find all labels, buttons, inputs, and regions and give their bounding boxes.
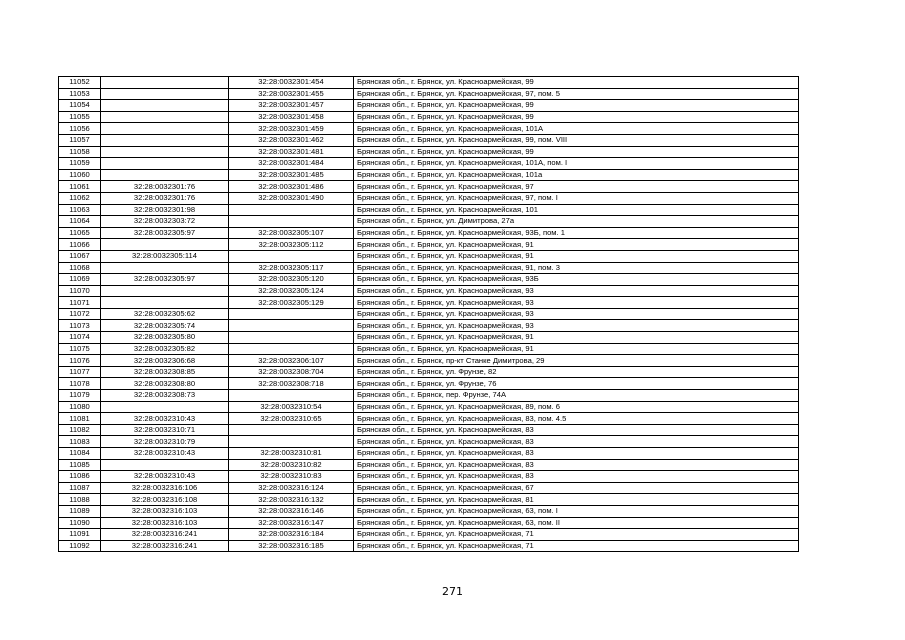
parcel-cadastral-number-cell: 32:28:0032305:74 (101, 320, 229, 332)
parcel-cadastral-number-cell: 32:28:0032316:108 (101, 494, 229, 506)
address-cell: Брянская обл., г. Брянск, ул. Красноармейская, 93 (354, 285, 799, 297)
address-cell: Брянская обл., г. Брянск, ул. Красноармейская, 83 (354, 424, 799, 436)
record-number-cell: 11069 (59, 274, 101, 286)
record-number-cell: 11061 (59, 181, 101, 193)
table-row (59, 262, 799, 274)
table-row (59, 250, 799, 262)
address-cell: Брянская обл., г. Брянск, ул. Красноармейская, 91, пом. 3 (354, 262, 799, 274)
record-number-cell: 11052 (59, 77, 101, 89)
record-number-cell: 11063 (59, 204, 101, 216)
address-cell: Брянская обл., г. Брянск, ул. Красноармейская, 81 (354, 494, 799, 506)
object-cadastral-number-cell (229, 216, 354, 228)
parcel-cadastral-number-cell: 32:28:0032316:103 (101, 505, 229, 517)
table-row (59, 134, 799, 146)
record-number-cell: 11067 (59, 250, 101, 262)
parcel-cadastral-number-cell: 32:28:0032303:72 (101, 216, 229, 228)
address-cell: Брянская обл., г. Брянск, ул. Красноармейская, 93 (354, 297, 799, 309)
record-number-cell: 11077 (59, 366, 101, 378)
address-cell: Брянская обл., г. Брянск, ул. Красноармейская, 83, пом. 4.5 (354, 413, 799, 425)
object-cadastral-number-cell: 32:28:0032305:120 (229, 274, 354, 286)
address-cell: Брянская обл., г. Брянск, ул. Красноармейская, 99 (354, 111, 799, 123)
object-cadastral-number-cell: 32:28:0032301:490 (229, 192, 354, 204)
record-number-cell: 11081 (59, 413, 101, 425)
address-cell: Брянская обл., г. Брянск, ул. Красноармейская, 99 (354, 77, 799, 89)
object-cadastral-number-cell: 32:28:0032305:112 (229, 239, 354, 251)
record-number-cell: 11091 (59, 529, 101, 541)
registry-table (58, 76, 799, 552)
object-cadastral-number-cell (229, 436, 354, 448)
table-row (59, 471, 799, 483)
object-cadastral-number-cell: 32:28:0032301:454 (229, 77, 354, 89)
parcel-cadastral-number-cell (101, 285, 229, 297)
table-row (59, 146, 799, 158)
parcel-cadastral-number-cell: 32:28:0032305:62 (101, 308, 229, 320)
table-row (59, 181, 799, 193)
record-number-cell: 11053 (59, 88, 101, 100)
table-row (59, 390, 799, 402)
table-row (59, 529, 799, 541)
table-row (59, 239, 799, 251)
record-number-cell: 11073 (59, 320, 101, 332)
parcel-cadastral-number-cell: 32:28:0032301:98 (101, 204, 229, 216)
address-cell: Брянская обл., г. Брянск, ул. Красноармейская, 91 (354, 239, 799, 251)
parcel-cadastral-number-cell: 32:28:0032305:114 (101, 250, 229, 262)
table-row (59, 494, 799, 506)
object-cadastral-number-cell (229, 204, 354, 216)
address-cell: Брянская обл., г. Брянск, пер. Фрунзе, 74А (354, 390, 799, 402)
object-cadastral-number-cell: 32:28:0032305:117 (229, 262, 354, 274)
parcel-cadastral-number-cell (101, 169, 229, 181)
object-cadastral-number-cell: 32:28:0032301:462 (229, 134, 354, 146)
address-cell: Брянская обл., г. Брянск, ул. Красноармейская, 63, пом. I (354, 505, 799, 517)
record-number-cell: 11056 (59, 123, 101, 135)
record-number-cell: 11084 (59, 448, 101, 460)
address-cell: Брянская обл., г. Брянск, ул. Красноармейская, 91 (354, 332, 799, 344)
parcel-cadastral-number-cell: 32:28:0032316:106 (101, 482, 229, 494)
table-row (59, 274, 799, 286)
parcel-cadastral-number-cell (101, 158, 229, 170)
table-row (59, 343, 799, 355)
parcel-cadastral-number-cell (101, 297, 229, 309)
address-cell: Брянская обл., г. Брянск, ул. Красноармейская, 83 (354, 459, 799, 471)
object-cadastral-number-cell (229, 343, 354, 355)
table-row (59, 505, 799, 517)
address-cell: Брянская обл., г. Брянск, ул. Красноармейская, 97, пом. 5 (354, 88, 799, 100)
table-row (59, 88, 799, 100)
object-cadastral-number-cell: 32:28:0032301:457 (229, 100, 354, 112)
record-number-cell: 11088 (59, 494, 101, 506)
record-number-cell: 11062 (59, 192, 101, 204)
parcel-cadastral-number-cell: 32:28:0032316:103 (101, 517, 229, 529)
table-row (59, 285, 799, 297)
parcel-cadastral-number-cell: 32:28:0032305:97 (101, 274, 229, 286)
object-cadastral-number-cell: 32:28:0032301:486 (229, 181, 354, 193)
record-number-cell: 11074 (59, 332, 101, 344)
record-number-cell: 11087 (59, 482, 101, 494)
address-cell: Брянская обл., г. Брянск, ул. Красноармейская, 99, пом. VIII (354, 134, 799, 146)
table-row (59, 355, 799, 367)
record-number-cell: 11054 (59, 100, 101, 112)
address-cell: Брянская обл., г. Брянск, ул. Красноармейская, 99 (354, 146, 799, 158)
table-row (59, 77, 799, 89)
address-cell: Брянская обл., г. Брянск, ул. Красноармейская, 101 (354, 204, 799, 216)
address-cell: Брянская обл., г. Брянск, ул. Красноармейская, 89, пом. 6 (354, 401, 799, 413)
parcel-cadastral-number-cell (101, 262, 229, 274)
address-cell: Брянская обл., г. Брянск, ул. Красноармейская, 97 (354, 181, 799, 193)
object-cadastral-number-cell: 32:28:0032305:129 (229, 297, 354, 309)
address-cell: Брянская обл., г. Брянск, пр-кт Станке Димитрова, 29 (354, 355, 799, 367)
table-row (59, 378, 799, 390)
record-number-cell: 11068 (59, 262, 101, 274)
parcel-cadastral-number-cell: 32:28:0032306:68 (101, 355, 229, 367)
address-cell: Брянская обл., г. Брянск, ул. Красноармейская, 93 (354, 320, 799, 332)
object-cadastral-number-cell: 32:28:0032310:81 (229, 448, 354, 460)
parcel-cadastral-number-cell (101, 401, 229, 413)
address-cell: Брянская обл., г. Брянск, ул. Красноармейская, 93 (354, 308, 799, 320)
table-row (59, 517, 799, 529)
address-cell: Брянская обл., г. Брянск, ул. Красноармейская, 83 (354, 471, 799, 483)
table-row (59, 123, 799, 135)
parcel-cadastral-number-cell: 32:28:0032305:80 (101, 332, 229, 344)
address-cell: Брянская обл., г. Брянск, ул. Красноармейская, 99 (354, 100, 799, 112)
record-number-cell: 11072 (59, 308, 101, 320)
record-number-cell: 11065 (59, 227, 101, 239)
parcel-cadastral-number-cell: 32:28:0032301:76 (101, 192, 229, 204)
table-row (59, 424, 799, 436)
table-row (59, 401, 799, 413)
table-row (59, 192, 799, 204)
object-cadastral-number-cell: 32:28:0032316:124 (229, 482, 354, 494)
table-row (59, 308, 799, 320)
address-cell: Брянская обл., г. Брянск, ул. Димитрова, 27а (354, 216, 799, 228)
record-number-cell: 11089 (59, 505, 101, 517)
object-cadastral-number-cell: 32:28:0032316:185 (229, 540, 354, 552)
address-cell: Брянская обл., г. Брянск, ул. Красноармейская, 71 (354, 540, 799, 552)
parcel-cadastral-number-cell (101, 134, 229, 146)
record-number-cell: 11055 (59, 111, 101, 123)
parcel-cadastral-number-cell (101, 111, 229, 123)
object-cadastral-number-cell: 32:28:0032301:458 (229, 111, 354, 123)
parcel-cadastral-number-cell: 32:28:0032310:71 (101, 424, 229, 436)
address-cell: Брянская обл., г. Брянск, ул. Красноармейская, 97, пом. I (354, 192, 799, 204)
parcel-cadastral-number-cell: 32:28:0032305:97 (101, 227, 229, 239)
object-cadastral-number-cell: 32:28:0032306:107 (229, 355, 354, 367)
address-cell: Брянская обл., г. Брянск, ул. Красноармейская, 93Б, пом. 1 (354, 227, 799, 239)
object-cadastral-number-cell: 32:28:0032310:65 (229, 413, 354, 425)
object-cadastral-number-cell: 32:28:0032310:54 (229, 401, 354, 413)
address-cell: Брянская обл., г. Брянск, ул. Красноармейская, 83 (354, 448, 799, 460)
record-number-cell: 11092 (59, 540, 101, 552)
record-number-cell: 11076 (59, 355, 101, 367)
parcel-cadastral-number-cell: 32:28:0032305:82 (101, 343, 229, 355)
record-number-cell: 11079 (59, 390, 101, 402)
parcel-cadastral-number-cell (101, 239, 229, 251)
parcel-cadastral-number-cell (101, 123, 229, 135)
table-row (59, 227, 799, 239)
record-number-cell: 11059 (59, 158, 101, 170)
table-row (59, 413, 799, 425)
parcel-cadastral-number-cell (101, 459, 229, 471)
page-number: 271 (442, 585, 463, 598)
record-number-cell: 11075 (59, 343, 101, 355)
parcel-cadastral-number-cell: 32:28:0032310:79 (101, 436, 229, 448)
table-row (59, 111, 799, 123)
record-number-cell: 11090 (59, 517, 101, 529)
object-cadastral-number-cell: 32:28:0032308:704 (229, 366, 354, 378)
record-number-cell: 11083 (59, 436, 101, 448)
table-row (59, 448, 799, 460)
parcel-cadastral-number-cell: 32:28:0032301:76 (101, 181, 229, 193)
parcel-cadastral-number-cell: 32:28:0032308:85 (101, 366, 229, 378)
record-number-cell: 11070 (59, 285, 101, 297)
address-cell: Брянская обл., г. Брянск, ул. Фрунзе, 76 (354, 378, 799, 390)
record-number-cell: 11066 (59, 239, 101, 251)
record-number-cell: 11071 (59, 297, 101, 309)
object-cadastral-number-cell: 32:28:0032308:718 (229, 378, 354, 390)
object-cadastral-number-cell: 32:28:0032316:184 (229, 529, 354, 541)
address-cell: Брянская обл., г. Брянск, ул. Красноармейская, 91 (354, 343, 799, 355)
record-number-cell: 11082 (59, 424, 101, 436)
record-number-cell: 11060 (59, 169, 101, 181)
table-row (59, 320, 799, 332)
record-number-cell: 11057 (59, 134, 101, 146)
object-cadastral-number-cell (229, 424, 354, 436)
parcel-cadastral-number-cell (101, 88, 229, 100)
table-row (59, 297, 799, 309)
object-cadastral-number-cell: 32:28:0032301:455 (229, 88, 354, 100)
object-cadastral-number-cell: 32:28:0032301:459 (229, 123, 354, 135)
table-body (59, 77, 799, 552)
object-cadastral-number-cell (229, 308, 354, 320)
record-number-cell: 11086 (59, 471, 101, 483)
parcel-cadastral-number-cell: 32:28:0032316:241 (101, 529, 229, 541)
object-cadastral-number-cell (229, 320, 354, 332)
parcel-cadastral-number-cell: 32:28:0032308:80 (101, 378, 229, 390)
object-cadastral-number-cell: 32:28:0032316:132 (229, 494, 354, 506)
object-cadastral-number-cell: 32:28:0032316:146 (229, 505, 354, 517)
parcel-cadastral-number-cell (101, 100, 229, 112)
object-cadastral-number-cell: 32:28:0032310:83 (229, 471, 354, 483)
table-row (59, 169, 799, 181)
object-cadastral-number-cell: 32:28:0032305:107 (229, 227, 354, 239)
address-cell: Брянская обл., г. Брянск, ул. Красноармейская, 83 (354, 436, 799, 448)
table-row (59, 482, 799, 494)
object-cadastral-number-cell: 32:28:0032310:82 (229, 459, 354, 471)
record-number-cell: 11058 (59, 146, 101, 158)
record-number-cell: 11064 (59, 216, 101, 228)
address-cell: Брянская обл., г. Брянск, ул. Красноармейская, 101А, пом. I (354, 158, 799, 170)
table-row (59, 100, 799, 112)
parcel-cadastral-number-cell: 32:28:0032310:43 (101, 448, 229, 460)
table-row (59, 436, 799, 448)
table-row (59, 540, 799, 552)
table-row (59, 204, 799, 216)
object-cadastral-number-cell: 32:28:0032301:481 (229, 146, 354, 158)
record-number-cell: 11078 (59, 378, 101, 390)
address-cell: Брянская обл., г. Брянск, ул. Красноармейская, 91 (354, 250, 799, 262)
object-cadastral-number-cell (229, 332, 354, 344)
parcel-cadastral-number-cell (101, 146, 229, 158)
address-cell: Брянская обл., г. Брянск, ул. Красноармейская, 67 (354, 482, 799, 494)
object-cadastral-number-cell: 32:28:0032301:485 (229, 169, 354, 181)
parcel-cadastral-number-cell: 32:28:0032310:43 (101, 471, 229, 483)
table-row (59, 216, 799, 228)
address-cell: Брянская обл., г. Брянск, ул. Красноармейская, 93Б (354, 274, 799, 286)
object-cadastral-number-cell: 32:28:0032305:124 (229, 285, 354, 297)
table-row (59, 366, 799, 378)
object-cadastral-number-cell: 32:28:0032316:147 (229, 517, 354, 529)
address-cell: Брянская обл., г. Брянск, ул. Красноармейская, 63, пом. II (354, 517, 799, 529)
parcel-cadastral-number-cell: 32:28:0032310:43 (101, 413, 229, 425)
parcel-cadastral-number-cell: 32:28:0032308:73 (101, 390, 229, 402)
parcel-cadastral-number-cell: 32:28:0032316:241 (101, 540, 229, 552)
object-cadastral-number-cell (229, 390, 354, 402)
record-number-cell: 11085 (59, 459, 101, 471)
address-cell: Брянская обл., г. Брянск, ул. Красноармейская, 71 (354, 529, 799, 541)
address-cell: Брянская обл., г. Брянск, ул. Красноармейская, 101А (354, 123, 799, 135)
address-cell: Брянская обл., г. Брянск, ул. Красноармейская, 101а (354, 169, 799, 181)
address-cell: Брянская обл., г. Брянск, ул. Фрунзе, 82 (354, 366, 799, 378)
table-row (59, 459, 799, 471)
record-number-cell: 11080 (59, 401, 101, 413)
table-row (59, 158, 799, 170)
object-cadastral-number-cell: 32:28:0032301:484 (229, 158, 354, 170)
object-cadastral-number-cell (229, 250, 354, 262)
table-row (59, 332, 799, 344)
parcel-cadastral-number-cell (101, 77, 229, 89)
